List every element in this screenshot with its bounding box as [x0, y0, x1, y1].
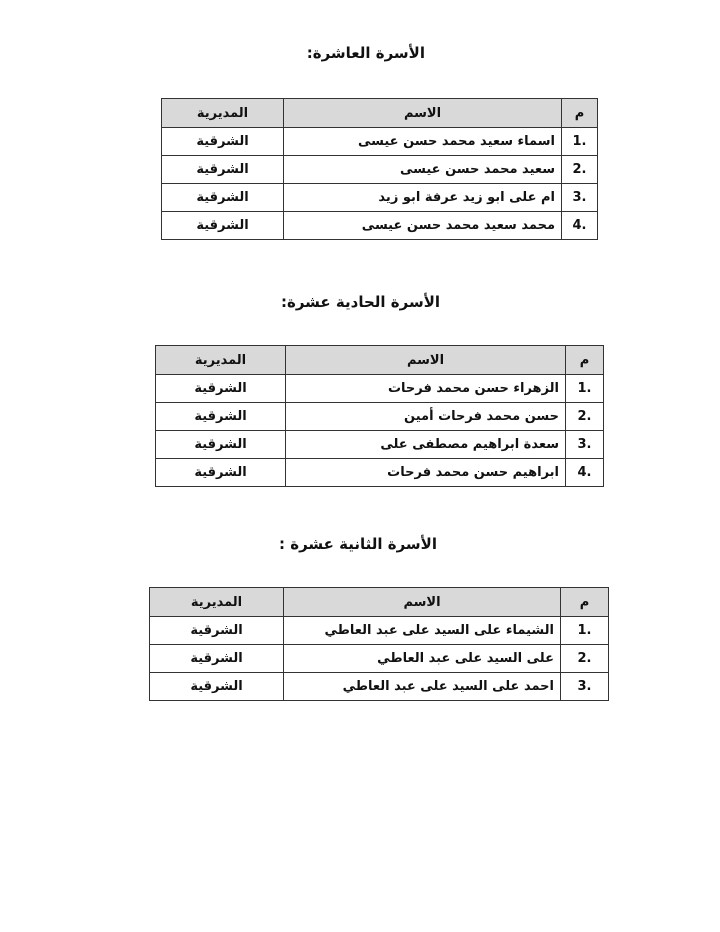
table-row — [156, 431, 604, 459]
table-row — [162, 128, 598, 156]
row-name: ابراهيم حسن محمد فرحات — [286, 459, 566, 487]
row-num: 4. — [566, 459, 604, 487]
row-governorate: الشرقية — [156, 403, 286, 431]
header-num: م — [561, 588, 609, 617]
row-name: على السيد على عبد العاطي — [284, 645, 561, 673]
family-11-title: الأسرة الحادية عشرة: — [280, 293, 440, 311]
table-row — [150, 617, 609, 645]
row-name: سعيد محمد حسن عيسى — [284, 156, 562, 184]
row-num: 4. — [562, 212, 598, 240]
row-name: ام على ابو زيد عرفة ابو زيد — [284, 184, 562, 212]
row-num: 3. — [566, 431, 604, 459]
row-governorate: الشرقية — [150, 645, 284, 673]
header-governorate: المديرية — [156, 346, 286, 375]
table-row — [150, 645, 609, 673]
row-name: اسماء سعيد محمد حسن عيسى — [284, 128, 562, 156]
row-governorate: الشرقية — [150, 617, 284, 645]
family-12-title: الأسرة الثانية عشرة : — [279, 535, 437, 553]
header-governorate: المديرية — [162, 99, 284, 128]
table-row — [150, 673, 609, 701]
table-row — [156, 459, 604, 487]
row-governorate: الشرقية — [156, 459, 286, 487]
header-num: م — [562, 99, 598, 128]
row-num: 2. — [562, 156, 598, 184]
row-name: سعدة ابراهيم مصطفى على — [286, 431, 566, 459]
row-governorate: الشرقية — [162, 156, 284, 184]
table-row — [156, 403, 604, 431]
row-governorate: الشرقية — [156, 375, 286, 403]
row-name: محمد سعيد محمد حسن عيسى — [284, 212, 562, 240]
row-governorate: الشرقية — [150, 673, 284, 701]
row-name: حسن محمد فرحات أمين — [286, 403, 566, 431]
row-num: 3. — [562, 184, 598, 212]
header-governorate: المديرية — [150, 588, 284, 617]
row-num: 2. — [561, 645, 609, 673]
table-header-row — [156, 346, 604, 375]
table-row — [162, 184, 598, 212]
table-header-row — [162, 99, 598, 128]
family-11-table — [155, 345, 604, 487]
row-governorate: الشرقية — [162, 212, 284, 240]
row-name: الشيماء على السيد على عبد العاطي — [284, 617, 561, 645]
table-row — [162, 156, 598, 184]
family-10-title: الأسرة العاشرة: — [306, 44, 425, 62]
table-row — [156, 375, 604, 403]
row-num: 1. — [562, 128, 598, 156]
row-governorate: الشرقية — [162, 184, 284, 212]
header-name: الاسم — [286, 346, 566, 375]
family-12-table — [149, 587, 609, 701]
header-name: الاسم — [284, 99, 562, 128]
table-row — [162, 212, 598, 240]
header-name: الاسم — [284, 588, 561, 617]
row-num: 1. — [566, 375, 604, 403]
header-num: م — [566, 346, 604, 375]
family-10-table — [161, 98, 598, 240]
row-governorate: الشرقية — [162, 128, 284, 156]
row-num: 1. — [561, 617, 609, 645]
row-num: 3. — [561, 673, 609, 701]
row-num: 2. — [566, 403, 604, 431]
table-header-row — [150, 588, 609, 617]
row-governorate: الشرقية — [156, 431, 286, 459]
row-name: احمد على السيد على عبد العاطي — [284, 673, 561, 701]
row-name: الزهراء حسن محمد فرحات — [286, 375, 566, 403]
